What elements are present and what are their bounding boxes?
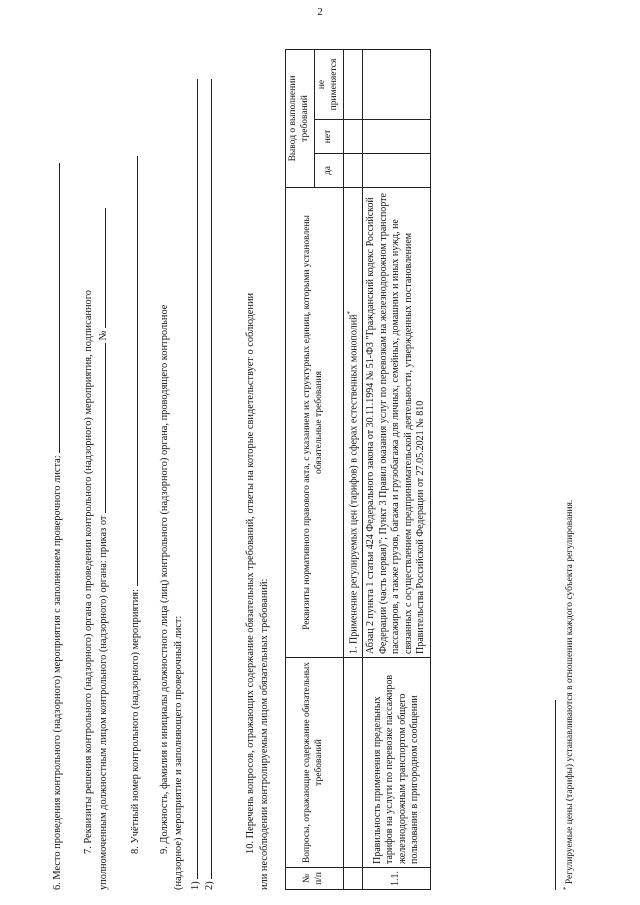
item-9-entry-2 (202, 79, 216, 890)
table-header-row (286, 50, 315, 890)
fill-line (202, 79, 212, 879)
header-conclusion: Вывод о выполнении требований (286, 50, 315, 188)
item-9-entry-2-label: 2) (204, 881, 215, 890)
section-title: Применение регулируемых цен (тарифов) в сферах естественных монополий (347, 314, 359, 644)
answer-cell[interactable] (343, 50, 363, 120)
answer-cell[interactable] (343, 120, 363, 154)
requirements-table (285, 49, 431, 890)
row-question: Правильность применения предельных тарифов на услуги по перевозке пассажиров железнодорожным транспортом общего пользования в пригородном сообщении (363, 658, 431, 868)
footnote-text: Регулируемые цены (тарифы) устанавливаются в отношении каждого субъекта регулирования. (565, 499, 576, 885)
section-title-cell (343, 188, 363, 658)
answer-na-cell[interactable] (363, 50, 431, 120)
table-row (363, 50, 431, 890)
fill-line (128, 156, 138, 586)
section-cell-empty (343, 868, 363, 890)
item-7-number-sign: № (98, 330, 109, 341)
item-7-line-2 (96, 208, 110, 890)
section-row (343, 50, 363, 890)
fill-line (50, 163, 60, 453)
footnote (562, 500, 577, 890)
item-9-entry-1 (188, 79, 202, 890)
footnote-mark: * (345, 311, 354, 315)
header-num: № п/п (286, 868, 344, 890)
rotated-sheet (50, 25, 610, 890)
header-no: нет (314, 120, 343, 154)
item-8 (128, 156, 142, 854)
header-question: Вопросы, отражающие содержание обязательных требований (286, 658, 344, 868)
item-7-line-1: 7. Реквизиты решения контрольного (надзорного) органа о проведении контрольного (надзорного) мероприятия, подписанного (83, 290, 94, 854)
item-10-line-1: 10. Перечень вопросов, отражающих содержание обязательных требований, ответы на которые свидетельствует о соблюдении (245, 292, 256, 854)
answer-no-cell[interactable] (363, 120, 431, 154)
fill-line (188, 79, 198, 879)
footnote-divider (555, 700, 556, 890)
row-num: 1.1. (363, 868, 431, 890)
item-7-line-2-text: уполномоченным должностным лицом контрольного (надзорного) органа: приказ от (98, 515, 109, 890)
section-cell-empty (343, 658, 363, 868)
item-8-text: 8. Учётный номер контрольного (надзорного) мероприятия: (130, 589, 141, 854)
item-6-text: 6. Место проведения контрольного (надзорного) мероприятия с заполнением проверочного листа: (52, 455, 63, 890)
fill-line (96, 208, 106, 328)
row-requisites: Абзац 2 пункта 1 статьи 424 Федерального закона от 30.11.1994 № 51-ФЗ "Гражданский кодекс Российской Федерации (часть первая)"; Пункт 3 Правил оказания услуг по перевозкам на железнодорожном транспорте пассажиров, а также грузов, багажа и грузобагажа для личных, семейных, домашних и иных нужд, не связанных с осуществлением предпринимательской деятельности, утвержденных постановлением Правительства Российской Федерации от 27.05.2021 № 810 (363, 188, 431, 658)
answer-yes-cell[interactable] (363, 154, 431, 188)
item-9-entry-1-label: 1) (190, 881, 201, 890)
footnote-mark: * (562, 886, 570, 890)
header-requisites: Реквизиты нормативного правового акта, с указанием их структурных единиц, которыми установлены обязательные требования (286, 188, 344, 658)
fill-line (96, 343, 106, 513)
item-9-line-2: (надзорное) мероприятие и заполняющего проверочный лист: (173, 615, 184, 890)
header-not-applicable: не применяется (314, 50, 343, 120)
answer-cell[interactable] (343, 154, 363, 188)
item-10-line-2: или несоблюдении контролируемым лицом обязательных требований: (259, 578, 270, 890)
header-yes: да (314, 154, 343, 188)
item-6 (50, 163, 64, 890)
section-num: 1. (347, 646, 359, 654)
item-9-line-1: 9. Должность, фамилия и инициалы должностного лица (лиц) контрольного (надзорного) органа, проводящего контрольное (159, 304, 170, 854)
page-number: 2 (317, 6, 323, 18)
